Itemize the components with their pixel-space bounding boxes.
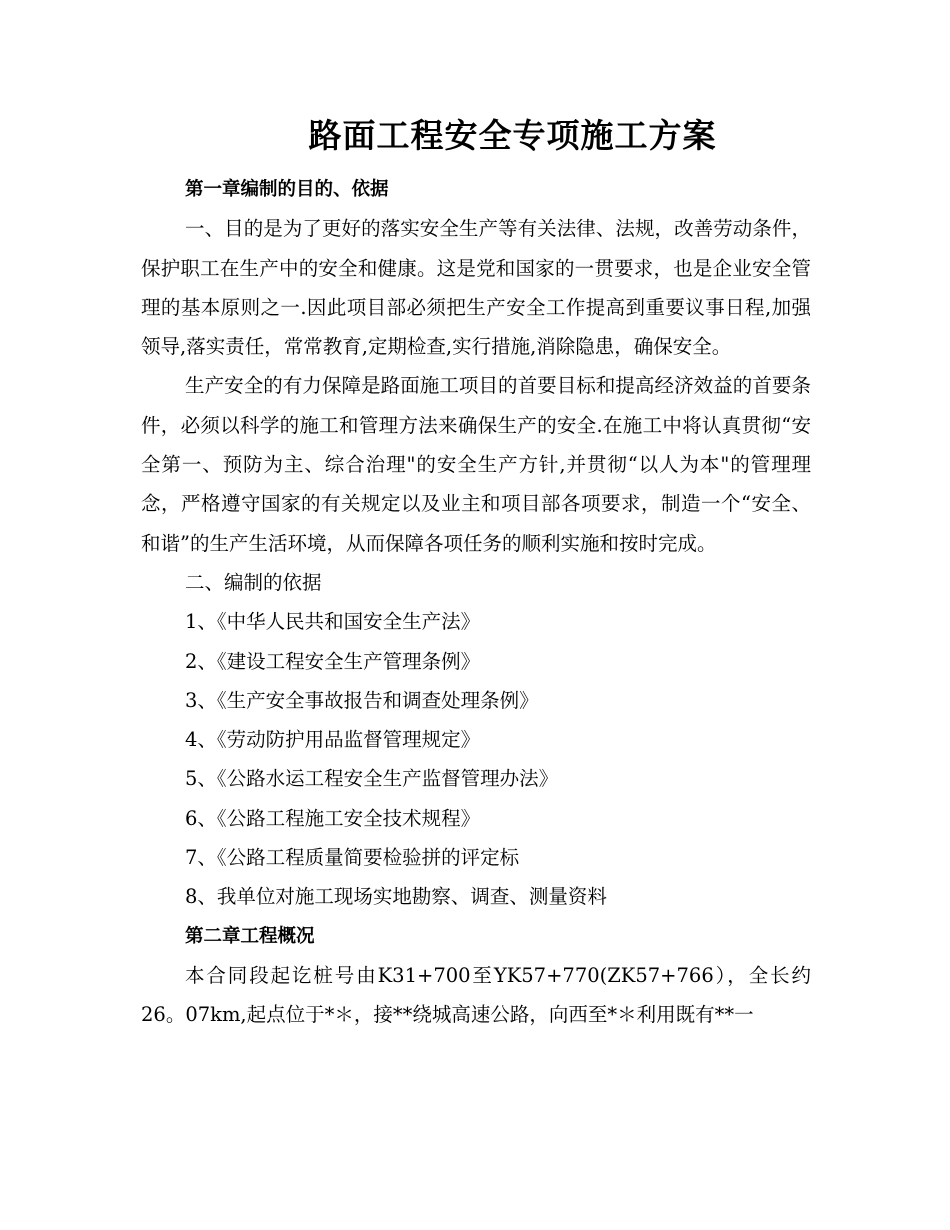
basis-item-2: 2、《建设工程安全生产管理条例》 [185, 649, 481, 673]
basis-item-3: 3、《生产安全事故报告和调查处理条例》 [185, 688, 539, 712]
safety-guarantee-paragraph: 生产安全的有力保障是路面施工项目的首要目标和提高经济效益的首要条件，必须以科学的施工和管理方法来确保生产的安全.在施工中将认真贯彻“安全第一、预防为主、综合治理"的安全生产方针,并贯彻“以人为本"的管理理念，严格遵守国家的有关规定以及业主和项目部各项要求，制造一个“安全、和谐”的生产生活环境，从而保障各项任务的顺利实施和按时完成。 [141, 374, 811, 555]
basis-heading: 二、编制的依据 [185, 570, 322, 594]
basis-item-1: 1、《中华人民共和国安全生产法》 [185, 610, 481, 634]
document-title: 路面工程安全专项施工方案 [308, 116, 717, 155]
document-body [141, 170, 811, 1035]
basis-item-7: 7、《公路工程质量简要检验拼的评定标 [185, 846, 520, 870]
basis-item-8: 8、我单位对施工现场实地勘察、调查、测量资料 [185, 885, 607, 909]
basis-item-5: 5、《公路水运工程安全生产监督管理办法》 [185, 767, 559, 791]
basis-item-4: 4、《劳动防护用品监督管理规定》 [185, 728, 481, 752]
chapter-2-heading: 第二章工程概况 [185, 925, 315, 947]
purpose-paragraph: 一、目的是为了更好的落实安全生产等有关法律、法规，改善劳动条件，保护职工在生产中的安全和健康。这是党和国家的一贯要求，也是企业安全管理的基本原则之一.因此项目部必须把生产安全工作提高到重要议事日程,加强领导,落实责任，常常教育,定期检查,实行措施,消除隐患，确保安全。 [141, 217, 811, 359]
chapter-1-heading: 第一章编制的目的、依据 [185, 179, 389, 200]
project-overview-paragraph: 本合同段起讫桩号由K31+700至YK57+770(ZK57+766），全长约26。07km,起点位于*＊，接**绕城高速公路，向西至*＊利用既有**一 [141, 963, 811, 1027]
basis-item-6: 6、《公路工程施工安全技术规程》 [185, 806, 481, 830]
